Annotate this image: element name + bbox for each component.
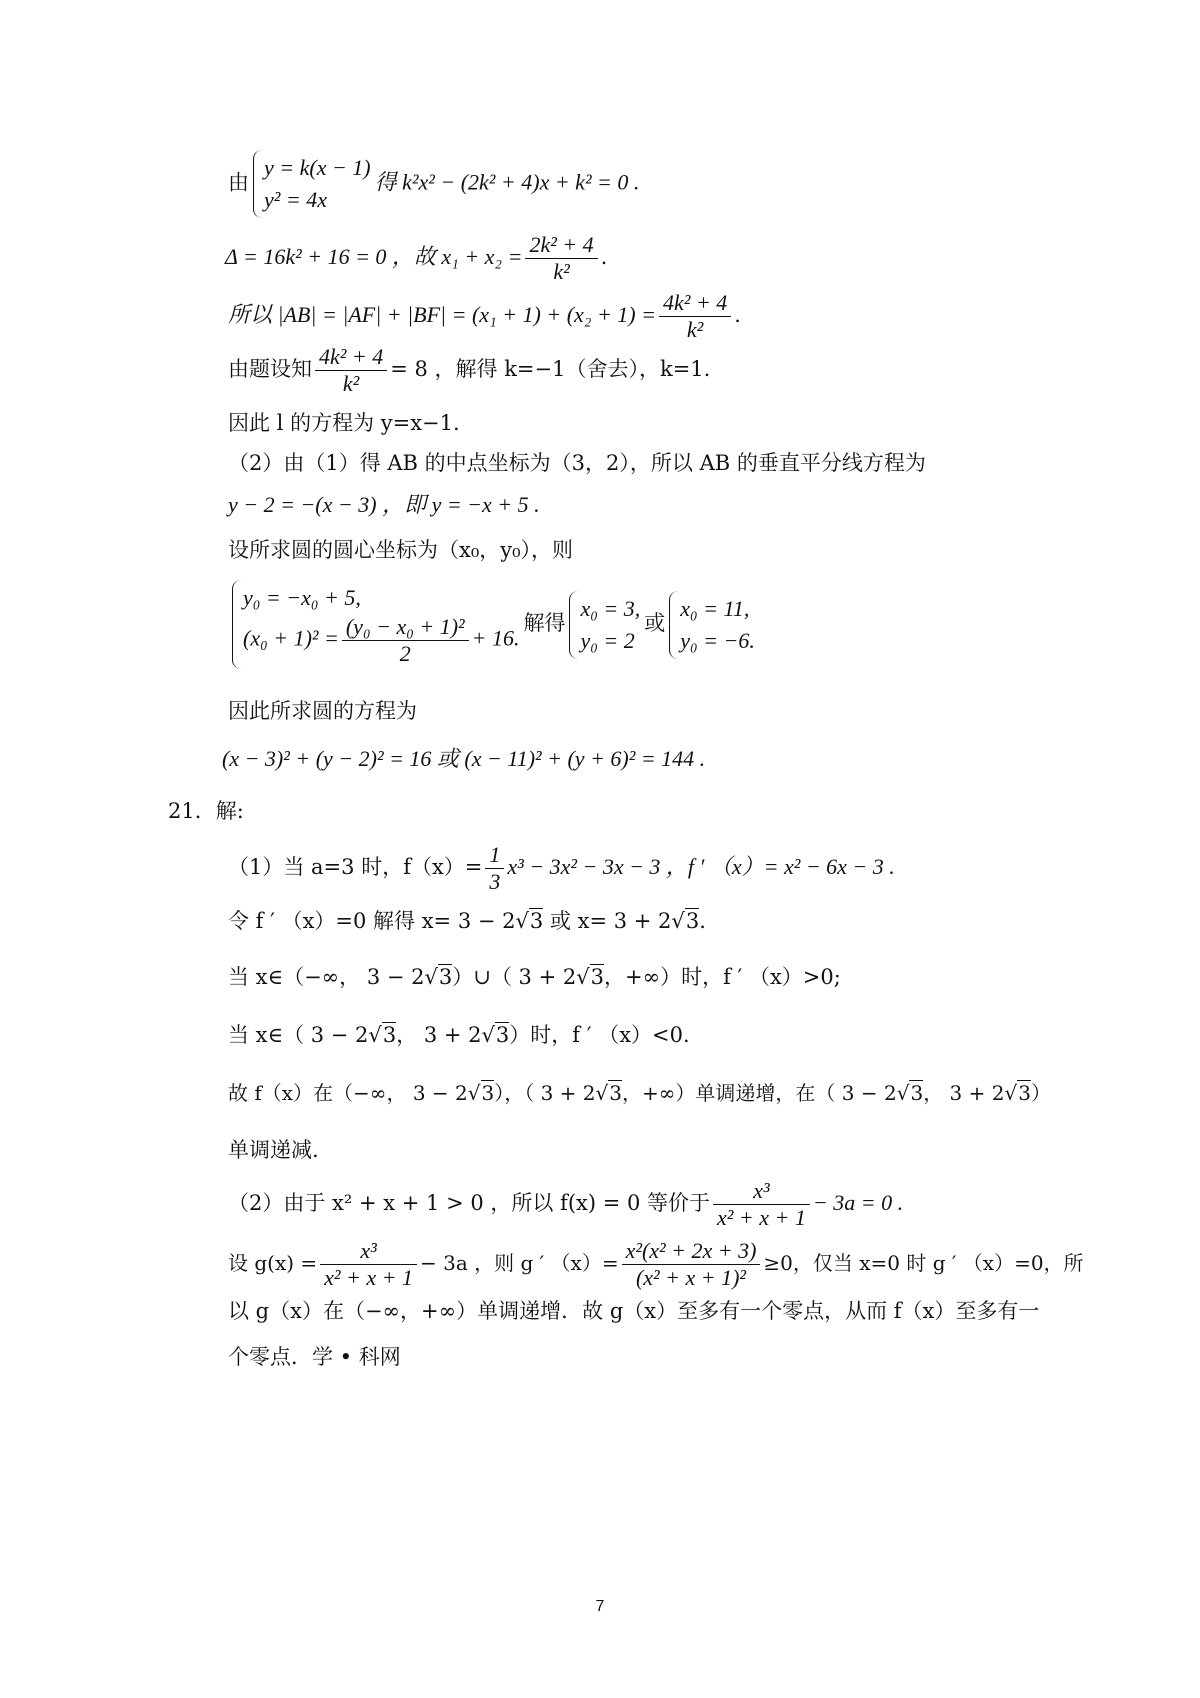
line-discriminant [225,232,607,285]
line-system-substitution [228,150,639,218]
radicand: 3 [590,965,604,989]
radicand: 3 [1018,1081,1031,1105]
line-decreasing-interval [228,1020,690,1050]
numerator: 1 [485,842,504,869]
text: . [600,245,608,269]
fraction [713,1178,810,1231]
numerator: (y₀ − x₀ + 1)² [342,614,469,641]
sqrt-symbol: √ [515,909,529,933]
line-circle-equations: (x − 3)² + (y − 2)² = 16 或 (x − 11)² + (y + 6)² = 144 . [222,746,706,771]
sqrt-symbol: √ [1004,1081,1018,1105]
sqrt-symbol: √ [467,1081,481,1105]
radicand: 3 [685,909,700,933]
radicand: 3 [910,1081,924,1105]
text: ， 3 + 2 [923,1081,1005,1105]
sqrt-symbol: √ [368,1023,382,1047]
fraction [342,614,469,667]
eq-line: y² = 4x [264,187,327,212]
numerator: 4k² + 4 [315,344,387,371]
eq-line: y₀ = −6. [680,627,755,653]
line-g-definition [228,1238,1084,1291]
text: ） [1030,1081,1051,1105]
solution-system-1 [569,591,640,659]
text: ）时，f ′ （x）<0. [509,1023,690,1047]
line-bisector: y − 2 = −(x − 3) ，即 y = −x + 5 . [228,492,540,517]
numerator: 4k² + 4 [659,290,731,317]
text: 当 x∈（ 3 − 2 [228,1023,369,1047]
fraction [320,1238,417,1291]
math: − 3a = 0 . [812,1190,904,1215]
text: 或 x= 3 + 2 [549,909,672,933]
text: 故 f（x）在（−∞， 3 − 2 [228,1081,468,1105]
numerator: 2k² + 4 [525,232,597,259]
math: 所以 |AB| = |AF| + |BF| = (x₁ + 1) + (x₂ + 1) = [228,302,656,327]
text: 解得 [523,611,566,635]
line-solve-k [228,344,710,397]
radicand: 3 [481,1081,495,1105]
denominator: 3 [489,869,501,894]
text: 令 f ′ （x）=0 解得 x= 3 − 2 [228,909,516,933]
line-center-system [228,580,759,669]
math: x³ − 3x² − 3x − 3 ，f ′ （x）= x² − 6x − 3 . [507,854,895,879]
denominator: k² [342,371,360,396]
line-roots [228,906,706,936]
radicand: 3 [382,1023,397,1047]
fraction [622,1238,761,1291]
math: Δ = 16k² + 16 = 0 ，故 x₁ + x₂ = [225,244,523,269]
radicand: 3 [438,965,453,989]
line-l-equation: 因此 l 的方程为 y=x−1. [228,411,460,435]
fraction [315,344,387,397]
text: − 3a ，则 g ′ （x）= [420,1251,619,1275]
eq-line [243,614,519,667]
fraction [485,842,504,895]
eq-line: y₀ = −x₀ + 5, [243,585,361,610]
numerator: x²(x² + 2x + 3) [622,1238,761,1265]
line-ab-length [228,290,741,343]
sqrt-symbol: √ [671,909,685,933]
denominator: (x² + x + 1)² [635,1265,747,1290]
denominator: x² + x + 1 [324,1265,413,1290]
text: . [699,909,706,933]
line-f-definition [228,842,895,895]
fraction [659,290,731,343]
radicand: 3 [495,1023,510,1047]
text: = 8 ，解得 k=−1（舍去），k=1. [390,357,711,381]
text: ，+∞）单调递增，在（ 3 − 2 [622,1081,897,1105]
sqrt-symbol: √ [896,1081,910,1105]
sqrt-symbol: √ [424,965,438,989]
denominator: k² [553,259,570,284]
denominator: x² + x + 1 [717,1205,806,1230]
text: 由 [228,170,249,195]
equation-system [253,150,371,218]
eq-line: x₀ = 11, [680,595,750,621]
line-decreasing-label: 单调递减. [228,1138,319,1162]
problem-21-heading: 21．解: [168,799,244,823]
radicand: 3 [609,1081,622,1105]
text: （2）由于 x² + x + 1 > 0 ，所以 f(x) = 0 等价于 [228,1191,711,1215]
line-center-setup: 设所求圆的圆心坐标为（x₀，y₀），则 [228,538,574,562]
math: (x₀ + 1)² = [243,625,339,651]
line-part2-equivalence [228,1178,903,1231]
numerator: x³ [713,1178,810,1205]
line-zero-conclusion: 个零点．学 • 科网 [228,1345,401,1369]
math: + 16. [471,625,520,651]
line-circle-intro: 因此所求圆的方程为 [228,699,417,723]
numerator: x³ [320,1238,417,1265]
line-part2-intro: （2）由（1）得 AB 的中点坐标为（3，2），所以 AB 的垂直平分线方程为 [228,451,926,475]
text: ≥0，仅当 x=0 时 g ′ （x）=0，所 [763,1251,1084,1275]
text: 设 g(x) = [228,1251,318,1275]
page-number: 7 [595,1598,605,1615]
line-monotonic-conclusion [228,1078,1051,1108]
text: . [734,303,741,327]
text: 或 [644,611,666,635]
solution-system-2 [669,591,755,659]
text: 由题设知 [228,357,312,381]
sqrt-symbol: √ [595,1081,609,1105]
sqrt-symbol: √ [576,965,590,989]
eq-line: x₀ = 3, [580,595,641,621]
text: ），（ 3 + 2 [494,1081,596,1105]
denominator: k² [686,317,704,342]
text: ， 3 + 2 [396,1023,482,1047]
line-increasing-interval [228,962,841,992]
radicand: 3 [529,909,544,933]
text: ）∪（ 3 + 2 [452,965,577,989]
equation-system [232,580,519,669]
text: 当 x∈（−∞， 3 − 2 [228,965,425,989]
fraction [525,232,597,285]
line-g-monotonic: 以 g（x）在（−∞，+∞）单调递增．故 g（x）至多有一个零点，从而 f（x）至多有一 [228,1299,1040,1323]
text: （1）当 a=3 时，f（x）= [228,855,483,879]
denominator: 2 [399,641,411,666]
math: 得 k²x² − (2k² + 4)x + k² = 0 . [374,169,640,195]
eq-line: y₀ = 2 [580,627,635,653]
eq-line: y = k(x − 1) [264,155,371,180]
text: ，+∞）时，f ′ （x）>0; [603,965,841,989]
sqrt-symbol: √ [481,1023,495,1047]
